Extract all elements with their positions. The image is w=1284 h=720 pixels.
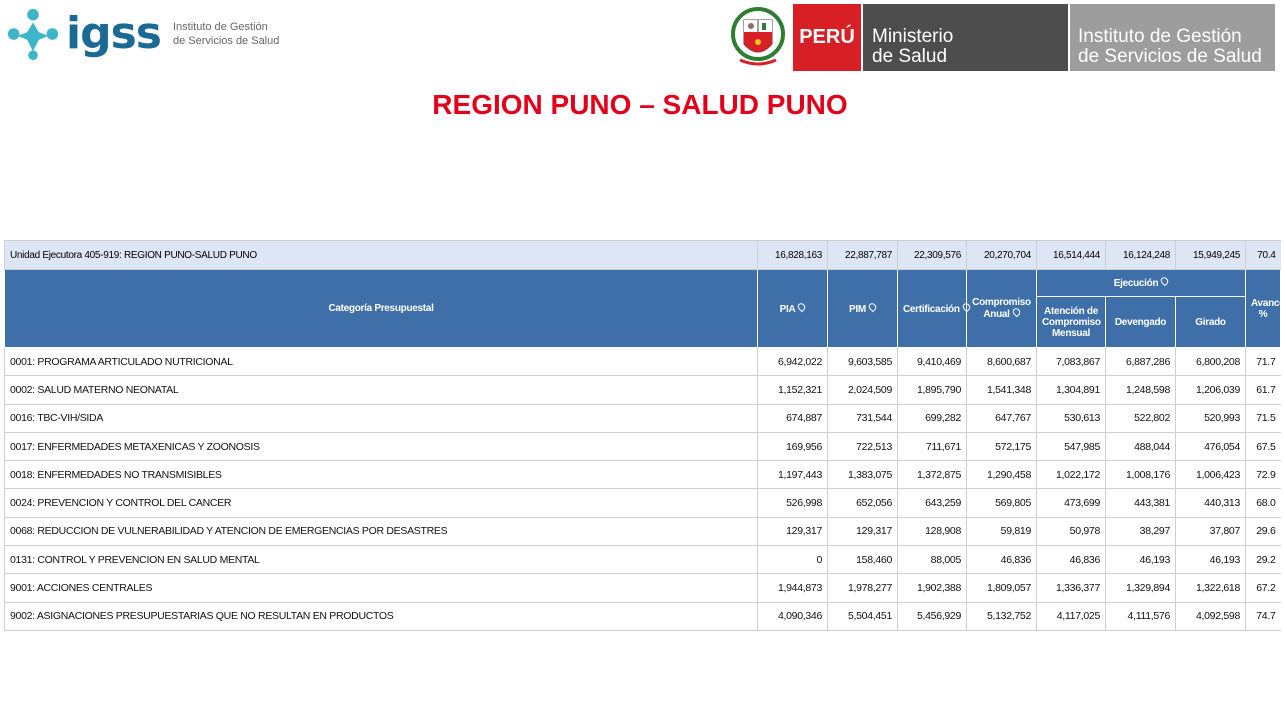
row-category-label[interactable]: 9002: ASIGNACIONES PRESUPUESTARIAS QUE NO RESULTAN EN PRODUCTOS <box>5 602 758 630</box>
row-atencion-value: 1,336,377 <box>1037 574 1106 602</box>
table-row <box>5 432 1281 460</box>
row-certificacion-value: 1,895,790 <box>898 376 967 404</box>
igss-brand-box: Instituto de Gestión de Servicios de Salud <box>1070 4 1275 71</box>
row-compromiso-value: 59,819 <box>967 517 1037 545</box>
table-row <box>5 376 1281 404</box>
filter-pin-icon[interactable] <box>797 301 808 312</box>
header-pim[interactable]: PIM <box>828 270 898 348</box>
row-compromiso-value: 569,805 <box>967 489 1037 517</box>
row-category-label[interactable]: 0017: ENFERMEDADES METAXENICAS Y ZOONOSIS <box>5 432 758 460</box>
summary-compromiso: 20,270,704 <box>967 241 1037 270</box>
row-certificacion-value: 1,902,388 <box>898 574 967 602</box>
row-pim-value: 1,978,277 <box>828 574 898 602</box>
row-compromiso-value: 8,600,687 <box>967 348 1037 376</box>
row-avance-value: 74.7 <box>1246 602 1281 630</box>
minsa-brand-box: Ministerio de Salud <box>863 4 1068 71</box>
row-devengado-value: 4,111,576 <box>1106 602 1176 630</box>
row-atencion-value: 1,304,891 <box>1037 376 1106 404</box>
row-certificacion-value: 88,005 <box>898 546 967 574</box>
row-category-label[interactable]: 0016: TBC-VIH/SIDA <box>5 404 758 432</box>
row-pim-value: 722,513 <box>828 432 898 460</box>
row-devengado-value: 1,008,176 <box>1106 461 1176 489</box>
row-girado-value: 1,322,618 <box>1176 574 1246 602</box>
row-compromiso-value: 1,541,348 <box>967 376 1037 404</box>
row-category-label[interactable]: 0068: REDUCCION DE VULNERABILIDAD Y ATENCION DE EMERGENCIAS POR DESASTRES <box>5 517 758 545</box>
row-avance-value: 68.0 <box>1246 489 1281 517</box>
row-category-label[interactable]: 9001: ACCIONES CENTRALES <box>5 574 758 602</box>
budget-table <box>4 240 1284 631</box>
table-row <box>5 574 1281 602</box>
header-avance[interactable]: Avance % <box>1246 270 1281 348</box>
row-category-label[interactable]: 0024: PREVENCION Y CONTROL DEL CANCER <box>5 489 758 517</box>
row-girado-value: 6,800,208 <box>1176 348 1246 376</box>
header-atencion[interactable]: Atención de Compromiso Mensual <box>1037 297 1106 348</box>
row-pim-value: 158,460 <box>828 546 898 574</box>
row-avance-value: 29.2 <box>1246 546 1281 574</box>
row-atencion-value: 7,083,867 <box>1037 348 1106 376</box>
row-devengado-value: 1,248,598 <box>1106 376 1176 404</box>
row-atencion-value: 530,613 <box>1037 404 1106 432</box>
row-pia-value: 169,956 <box>758 432 828 460</box>
row-girado-value: 46,193 <box>1176 546 1246 574</box>
table-row <box>5 546 1281 574</box>
header-ejecucion[interactable]: Ejecución <box>1037 270 1246 297</box>
row-devengado-value: 38,297 <box>1106 517 1176 545</box>
row-pia-value: 1,197,443 <box>758 461 828 489</box>
table-row <box>5 489 1281 517</box>
row-girado-value: 4,092,598 <box>1176 602 1246 630</box>
row-atencion-value: 4,117,025 <box>1037 602 1106 630</box>
row-avance-value: 71.7 <box>1246 348 1281 376</box>
row-avance-value: 61.7 <box>1246 376 1281 404</box>
row-atencion-value: 473,699 <box>1037 489 1106 517</box>
row-pim-value: 129,317 <box>828 517 898 545</box>
table-row <box>5 404 1281 432</box>
row-pim-value: 2,024,509 <box>828 376 898 404</box>
row-pim-value: 9,603,585 <box>828 348 898 376</box>
row-atencion-value: 50,978 <box>1037 517 1106 545</box>
row-certificacion-value: 5,456,929 <box>898 602 967 630</box>
row-certificacion-value: 1,372,875 <box>898 461 967 489</box>
filter-pin-icon[interactable] <box>1159 276 1170 287</box>
row-avance-value: 29.6 <box>1246 517 1281 545</box>
row-compromiso-value: 572,175 <box>967 432 1037 460</box>
header-girado[interactable]: Girado <box>1176 297 1246 348</box>
row-devengado-value: 46,193 <box>1106 546 1176 574</box>
summary-label: Unidad Ejecutora 405-919: REGION PUNO-SALUD PUNO <box>5 241 758 270</box>
row-compromiso-value: 1,809,057 <box>967 574 1037 602</box>
row-pim-value: 1,383,075 <box>828 461 898 489</box>
igss-logo <box>4 4 279 64</box>
table-row <box>5 602 1281 630</box>
igss-wordmark: igss <box>66 8 161 59</box>
table-row <box>5 461 1281 489</box>
peru-coat-of-arms-icon <box>730 4 786 70</box>
row-pia-value: 674,887 <box>758 404 828 432</box>
table-row <box>5 517 1281 545</box>
row-pia-value: 6,942,022 <box>758 348 828 376</box>
row-compromiso-value: 647,767 <box>967 404 1037 432</box>
row-atencion-value: 46,836 <box>1037 546 1106 574</box>
table-row <box>5 348 1281 376</box>
row-compromiso-value: 46,836 <box>967 546 1037 574</box>
igss-people-icon <box>4 5 62 63</box>
row-girado-value: 476,054 <box>1176 432 1246 460</box>
header-certificacion[interactable]: Certificación <box>898 270 967 348</box>
row-pim-value: 652,056 <box>828 489 898 517</box>
row-avance-value: 71.5 <box>1246 404 1281 432</box>
row-pim-value: 731,544 <box>828 404 898 432</box>
header-compromiso[interactable]: Compromiso Anual <box>967 270 1037 348</box>
row-girado-value: 1,006,423 <box>1176 461 1246 489</box>
row-pia-value: 526,998 <box>758 489 828 517</box>
row-certificacion-value: 128,908 <box>898 517 967 545</box>
row-devengado-value: 1,329,894 <box>1106 574 1176 602</box>
row-pia-value: 1,152,321 <box>758 376 828 404</box>
row-compromiso-value: 5,132,752 <box>967 602 1037 630</box>
filter-pin-icon[interactable] <box>867 301 878 312</box>
row-avance-value: 72.9 <box>1246 461 1281 489</box>
row-girado-value: 520,993 <box>1176 404 1246 432</box>
row-atencion-value: 547,985 <box>1037 432 1106 460</box>
igss-logo-subtitle: Instituto de Gestión de Servicios de Salud <box>172 21 280 47</box>
peru-brand-box: PERÚ <box>793 4 861 71</box>
row-pia-value: 0 <box>758 546 828 574</box>
page-title: REGION PUNO – SALUD PUNO <box>432 89 848 120</box>
row-certificacion-value: 9,410,469 <box>898 348 967 376</box>
table-body <box>5 348 1281 631</box>
row-girado-value: 1,206,039 <box>1176 376 1246 404</box>
row-compromiso-value: 1,290,458 <box>967 461 1037 489</box>
row-certificacion-value: 643,259 <box>898 489 967 517</box>
header-devengado[interactable]: Devengado <box>1106 297 1176 348</box>
row-devengado-value: 443,381 <box>1106 489 1176 517</box>
row-category-label[interactable]: 0002: SALUD MATERNO NEONATAL <box>5 376 758 404</box>
summary-pia: 16,828,163 <box>758 241 828 270</box>
row-pim-value: 5,504,451 <box>828 602 898 630</box>
row-devengado-value: 6,887,286 <box>1106 348 1176 376</box>
summary-certificacion: 22,309,576 <box>898 241 967 270</box>
row-category-label[interactable]: 0001: PROGRAMA ARTICULADO NUTRICIONAL <box>5 348 758 376</box>
row-certificacion-value: 711,671 <box>898 432 967 460</box>
header-row-1 <box>5 270 1281 297</box>
row-pia-value: 129,317 <box>758 517 828 545</box>
header-pia[interactable]: PIA <box>758 270 828 348</box>
row-pia-value: 4,090,346 <box>758 602 828 630</box>
row-avance-value: 67.5 <box>1246 432 1281 460</box>
row-girado-value: 440,313 <box>1176 489 1246 517</box>
row-certificacion-value: 699,282 <box>898 404 967 432</box>
header-categoria[interactable]: Categoría Presupuestal <box>5 270 758 348</box>
summary-avance: 70.4 <box>1246 241 1281 270</box>
summary-atencion: 16,514,444 <box>1037 241 1106 270</box>
row-girado-value: 37,807 <box>1176 517 1246 545</box>
row-atencion-value: 1,022,172 <box>1037 461 1106 489</box>
row-category-label[interactable]: 0131: CONTROL Y PREVENCION EN SALUD MENTAL <box>5 546 758 574</box>
summary-row <box>5 241 1281 270</box>
row-category-label[interactable]: 0018: ENFERMEDADES NO TRANSMISIBLES <box>5 461 758 489</box>
filter-pin-icon[interactable] <box>1011 307 1022 318</box>
row-devengado-value: 522,802 <box>1106 404 1176 432</box>
row-devengado-value: 488,044 <box>1106 432 1176 460</box>
row-avance-value: 67.2 <box>1246 574 1281 602</box>
summary-devengado: 16,124,248 <box>1106 241 1176 270</box>
summary-girado: 15,949,245 <box>1176 241 1246 270</box>
summary-pim: 22,887,787 <box>828 241 898 270</box>
row-pia-value: 1,944,873 <box>758 574 828 602</box>
